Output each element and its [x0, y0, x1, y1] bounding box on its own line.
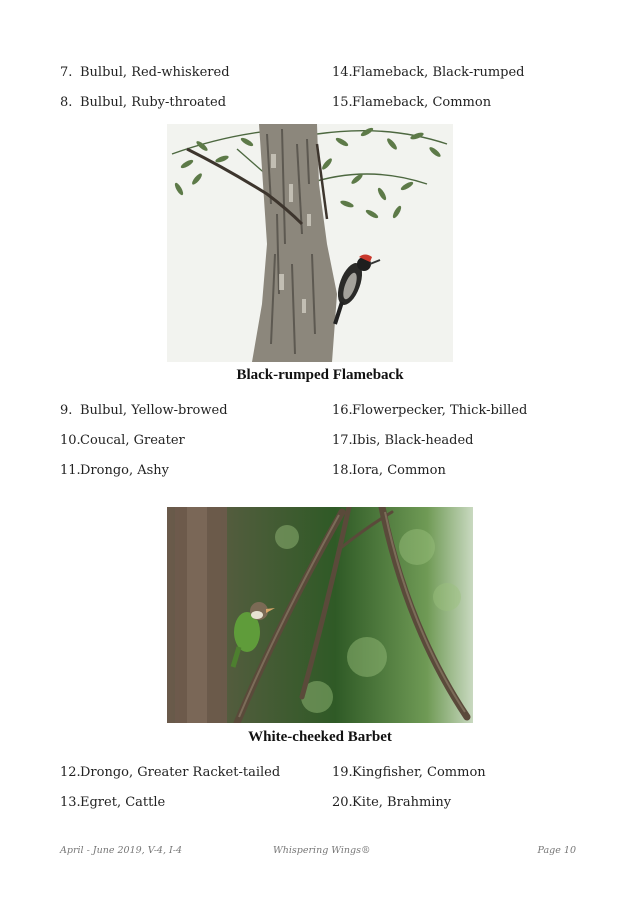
list-item: 8. Bulbul, Ruby-throated [60, 95, 227, 110]
list-item: 19.Kingfisher, Common [332, 765, 486, 780]
photo-caption: Black-rumped Flameback [236, 367, 404, 383]
list-item: 16.Flowerpecker, Thick-billed [332, 403, 528, 418]
list-item: 13.Egret, Cattle [60, 795, 166, 810]
list-item: 12.Drongo, Greater Racket-tailed [60, 765, 281, 780]
list-item: 9. Bulbul, Yellow-browed [60, 403, 228, 418]
list-item: 18.Iora, Common [332, 463, 446, 478]
photo-caption: White-cheeked Barbet [248, 729, 392, 745]
list-row [60, 795, 600, 815]
page-footer [60, 845, 576, 861]
footer-title: Whispering Wings® [273, 845, 371, 856]
list-item: 7. Bulbul, Red-whiskered [60, 65, 230, 80]
page-number: Page 10 [537, 845, 576, 856]
list-row [60, 433, 600, 453]
list-item: 20.Kite, Brahminy [332, 795, 452, 810]
list-item: 17.Ibis, Black-headed [332, 433, 474, 448]
list-row [60, 403, 600, 423]
footer-issue: April - June 2019, V-4, I-4 [60, 845, 183, 856]
list-row [60, 463, 600, 483]
list-row [60, 65, 600, 85]
list-row [60, 765, 600, 785]
barbet-photo [167, 507, 473, 723]
flameback-photo [167, 124, 453, 362]
list-item: 11.Drongo, Ashy [60, 463, 170, 478]
list-item: 14.Flameback, Black-rumped [332, 65, 525, 80]
list-item: 15.Flameback, Common [332, 95, 492, 110]
list-row [60, 95, 600, 115]
list-item: 10.Coucal, Greater [60, 433, 185, 448]
